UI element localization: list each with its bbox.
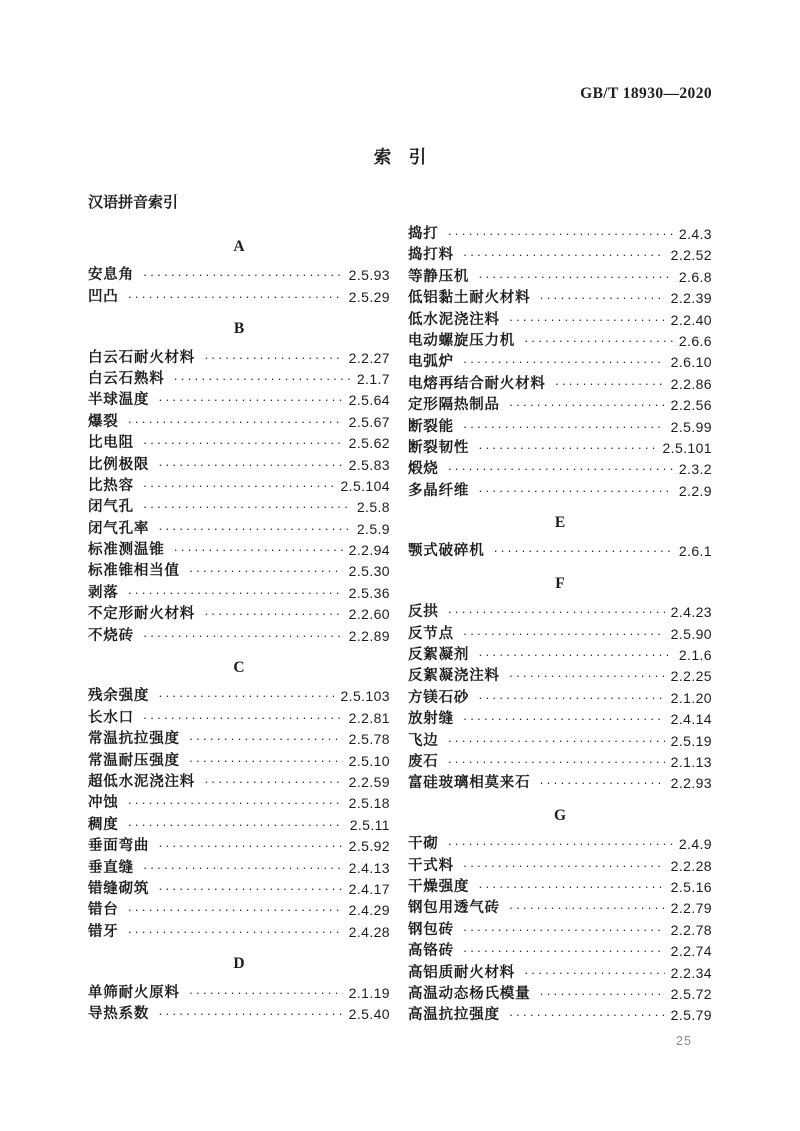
section-letter-heading: B <box>233 320 245 338</box>
index-ref-number: 2.2.27 <box>348 349 390 366</box>
index-term: 白云石熟料 <box>88 370 165 387</box>
index-ref-number: 2.2.52 <box>670 247 712 264</box>
index-entry-row <box>408 395 712 416</box>
index-entry-row <box>408 438 712 459</box>
dot-leader <box>463 920 665 941</box>
index-term: 冲蚀 <box>88 795 119 812</box>
index-ref-number: 2.5.30 <box>348 563 390 580</box>
dot-leader <box>539 288 664 309</box>
index-entry-row <box>408 941 712 962</box>
index-term: 比热容 <box>88 477 134 494</box>
index-term: 长水口 <box>88 709 134 726</box>
index-entry-row <box>408 1005 712 1026</box>
dot-leader <box>463 352 665 373</box>
dot-leader <box>478 267 673 288</box>
dot-leader <box>128 287 343 308</box>
index-letter-block <box>408 224 712 502</box>
index-ref-number: 2.4.28 <box>348 923 390 940</box>
index-entry-row <box>408 645 712 666</box>
index-entry-row <box>88 604 390 625</box>
index-term: 颚式破碎机 <box>408 543 485 560</box>
dot-leader <box>143 626 343 647</box>
dot-leader <box>448 224 673 245</box>
index-ref-number: 2.5.29 <box>348 288 390 305</box>
dot-leader <box>189 983 343 1004</box>
dot-leader <box>143 497 351 518</box>
index-letter-block <box>88 318 390 647</box>
section-letter-heading: E <box>554 514 566 532</box>
dot-leader <box>143 265 343 286</box>
index-term: 错台 <box>88 902 119 919</box>
dot-leader <box>143 433 343 454</box>
index-term: 反絮凝剂 <box>408 647 470 664</box>
index-ref-number: 2.5.18 <box>348 795 390 812</box>
index-ref-number: 2.3.2 <box>678 461 712 478</box>
index-entry-row <box>88 540 390 561</box>
index-entry-row <box>88 476 390 497</box>
index-letter-block <box>88 657 390 943</box>
index-entry-row <box>408 417 712 438</box>
index-term: 反絮凝浇注料 <box>408 668 500 685</box>
index-entry-row <box>408 602 712 623</box>
index-ref-number: 2.5.36 <box>348 584 390 601</box>
index-ref-number: 2.1.19 <box>348 984 390 1001</box>
index-term: 白云石耐火材料 <box>88 349 196 366</box>
index-entry-row <box>88 858 390 879</box>
index-term: 单筛耐火原料 <box>88 984 180 1001</box>
index-term: 干燥强度 <box>408 878 470 895</box>
index-ref-number: 2.5.10 <box>348 752 390 769</box>
index-ref-number: 2.1.20 <box>670 689 712 706</box>
index-entry-row <box>88 519 390 540</box>
dot-leader <box>158 1004 342 1025</box>
index-ref-number: 2.5.11 <box>349 816 390 833</box>
index-ref-number: 2.2.89 <box>348 627 390 644</box>
index-term: 高铝质耐火材料 <box>408 964 516 981</box>
index-term: 垂面弯曲 <box>88 838 150 855</box>
section-letter-heading: F <box>555 574 565 592</box>
index-entry-row <box>88 1004 390 1025</box>
index-ref-number: 2.4.9 <box>678 836 712 853</box>
index-ref-number: 2.2.93 <box>670 775 712 792</box>
dot-leader <box>555 374 665 395</box>
page-title: 索 引 <box>373 147 427 167</box>
index-ref-number: 2.5.104 <box>340 477 390 494</box>
index-entry-row <box>408 624 712 645</box>
index-term: 捣打 <box>408 226 439 242</box>
index-entry-row <box>408 752 712 773</box>
index-column-left <box>88 236 390 1025</box>
index-entry-row <box>408 856 712 877</box>
index-entry-row <box>88 922 390 943</box>
index-term: 标准测温锥 <box>88 542 165 559</box>
dot-leader <box>448 752 665 773</box>
index-ref-number: 2.5.8 <box>356 499 390 516</box>
index-term: 定形隔热制品 <box>408 397 500 414</box>
index-ref-number: 2.2.56 <box>670 397 712 414</box>
index-ref-number: 2.2.79 <box>670 900 712 917</box>
index-term: 多晶纤维 <box>408 482 470 499</box>
dot-leader <box>158 390 342 411</box>
dot-leader <box>509 898 665 919</box>
index-ref-number: 2.6.10 <box>670 354 712 371</box>
dot-leader <box>478 877 664 898</box>
index-ref-number: 2.2.94 <box>348 542 390 559</box>
index-term: 常温耐压强度 <box>88 752 180 769</box>
index-ref-number: 2.5.64 <box>348 392 390 409</box>
index-ref-number: 2.5.90 <box>670 625 712 642</box>
standard-code-header: GB/T 18930—2020 <box>580 85 712 102</box>
index-term: 标准锥相当值 <box>88 563 180 580</box>
index-ref-number: 2.1.6 <box>678 647 712 664</box>
index-term: 低水泥浇注料 <box>408 311 500 328</box>
index-term: 电动螺旋压力机 <box>408 332 516 349</box>
index-term: 富硅玻璃相莫来石 <box>408 775 531 792</box>
index-entry-row <box>408 245 712 266</box>
index-column-right <box>408 224 712 1027</box>
dot-leader <box>509 1005 665 1026</box>
dot-leader <box>478 438 656 459</box>
index-ref-number: 2.5.19 <box>670 732 712 749</box>
dot-leader <box>539 773 664 794</box>
index-entry-row <box>408 374 712 395</box>
dot-leader <box>463 709 665 730</box>
dot-leader <box>158 879 342 900</box>
index-entry-row <box>88 751 390 772</box>
index-term: 捣打料 <box>408 247 454 264</box>
index-ref-number: 2.5.103 <box>340 688 390 705</box>
dot-leader <box>128 793 343 814</box>
index-entry-row <box>88 879 390 900</box>
dot-leader <box>509 310 665 331</box>
dot-leader <box>494 541 673 562</box>
dot-leader <box>509 666 665 687</box>
index-ref-number: 2.5.93 <box>348 267 390 284</box>
index-ref-number: 2.5.78 <box>348 731 390 748</box>
page-number: 25 <box>676 1034 692 1048</box>
index-entry-row <box>88 729 390 750</box>
dot-leader <box>478 645 673 666</box>
index-entry-row <box>408 877 712 898</box>
index-term: 干式料 <box>408 857 454 874</box>
index-entry-row <box>88 348 390 369</box>
index-entry-row <box>408 331 712 352</box>
index-term: 反拱 <box>408 604 439 621</box>
index-entry-row <box>408 984 712 1005</box>
section-letter-heading: A <box>233 238 245 255</box>
index-letter-block <box>408 573 712 795</box>
pinyin-index-subtitle: 汉语拼音索引 <box>88 194 179 211</box>
index-term: 比电阻 <box>88 435 134 452</box>
index-term: 高温动态杨氏模量 <box>408 985 531 1002</box>
dot-leader <box>128 922 343 943</box>
index-entry-row <box>408 963 712 984</box>
index-entry-row <box>408 773 712 794</box>
index-ref-number: 2.2.74 <box>670 943 712 960</box>
dot-leader <box>463 856 665 877</box>
index-entry-row <box>408 666 712 687</box>
index-ref-number: 2.2.39 <box>670 290 712 307</box>
index-term: 爆裂 <box>88 413 119 430</box>
section-letter-heading: D <box>233 955 245 973</box>
index-term: 稠度 <box>88 816 119 833</box>
index-entry-row <box>88 793 390 814</box>
dot-leader <box>174 369 351 390</box>
index-entry-row <box>408 267 712 288</box>
index-ref-number: 2.2.60 <box>348 606 390 623</box>
index-entry-row <box>88 412 390 433</box>
index-ref-number: 2.2.86 <box>670 375 712 392</box>
index-letter-block <box>408 512 712 563</box>
index-term: 超低水泥浇注料 <box>88 773 196 790</box>
dot-leader <box>204 604 343 625</box>
index-letter-block <box>408 805 712 1027</box>
index-letter-block <box>88 236 390 308</box>
index-ref-number: 2.4.23 <box>670 604 712 621</box>
dot-leader <box>524 963 665 984</box>
index-term: 断裂能 <box>408 418 454 435</box>
index-term: 闭气孔率 <box>88 520 150 537</box>
index-ref-number: 2.2.25 <box>670 668 712 685</box>
index-entry-row <box>88 287 390 308</box>
dot-leader <box>143 708 343 729</box>
index-ref-number: 2.5.16 <box>670 878 712 895</box>
dot-leader <box>448 459 673 480</box>
index-entry-row <box>88 626 390 647</box>
index-term: 断裂韧性 <box>408 439 470 456</box>
index-entry-row <box>88 433 390 454</box>
index-term: 导热系数 <box>88 1005 150 1022</box>
index-entry-row <box>88 708 390 729</box>
index-entry-row <box>408 920 712 941</box>
index-term: 残余强度 <box>88 688 150 705</box>
index-ref-number: 2.2.59 <box>348 773 390 790</box>
index-entry-row <box>88 836 390 857</box>
dot-leader <box>448 834 673 855</box>
dot-leader <box>509 395 665 416</box>
dot-leader <box>478 481 673 502</box>
index-entry-row <box>88 686 390 707</box>
index-entry-row <box>88 390 390 411</box>
dot-leader <box>204 772 343 793</box>
index-ref-number: 2.4.14 <box>670 711 712 728</box>
section-letter-heading: G <box>553 806 567 824</box>
index-entry-row <box>408 459 712 480</box>
index-ref-number: 2.2.78 <box>670 921 712 938</box>
dot-leader <box>189 729 343 750</box>
index-ref-number: 2.2.40 <box>670 311 712 328</box>
index-entry-row <box>88 815 390 836</box>
dot-leader <box>143 476 335 497</box>
index-entry-row <box>408 834 712 855</box>
index-term: 半球温度 <box>88 392 150 409</box>
index-ref-number: 2.1.13 <box>670 753 712 770</box>
dot-leader <box>128 583 343 604</box>
index-term: 钢包砖 <box>408 921 454 938</box>
index-ref-number: 2.2.81 <box>348 709 390 726</box>
index-entry-row <box>88 369 390 390</box>
index-term: 电熔再结合耐火材料 <box>408 375 546 392</box>
index-ref-number: 2.5.92 <box>348 838 390 855</box>
index-term: 高铬砖 <box>408 943 454 960</box>
index-ref-number: 2.4.13 <box>348 859 390 876</box>
index-entry-row <box>408 481 712 502</box>
dot-leader <box>143 858 343 879</box>
index-term: 煅烧 <box>408 461 439 478</box>
index-term: 不烧砖 <box>88 627 134 644</box>
index-term: 凹凸 <box>88 288 119 305</box>
index-ref-number: 2.2.9 <box>678 482 712 499</box>
dot-leader <box>158 455 342 476</box>
index-term: 错牙 <box>88 923 119 940</box>
dot-leader <box>478 688 664 709</box>
dot-leader <box>189 751 343 772</box>
index-entry-row <box>408 731 712 752</box>
index-term: 放射缝 <box>408 711 454 728</box>
index-term: 废石 <box>408 753 439 770</box>
index-term: 方镁石砂 <box>408 689 470 706</box>
index-term: 安息角 <box>88 267 134 284</box>
dot-leader <box>158 519 351 540</box>
index-entry-row <box>408 310 712 331</box>
index-ref-number: 2.1.7 <box>356 370 390 387</box>
index-ref-number: 2.5.99 <box>670 418 712 435</box>
dot-leader <box>448 602 665 623</box>
index-ref-number: 2.5.83 <box>348 456 390 473</box>
index-entry-row <box>408 709 712 730</box>
index-letter-block <box>88 953 390 1025</box>
index-entry-row <box>408 898 712 919</box>
index-ref-number: 2.4.17 <box>348 880 390 897</box>
section-letter-heading: C <box>233 659 245 677</box>
index-ref-number: 2.6.1 <box>678 543 712 560</box>
dot-leader <box>463 624 665 645</box>
index-entry-row <box>408 352 712 373</box>
index-term: 反节点 <box>408 625 454 642</box>
index-ref-number: 2.5.79 <box>670 1007 712 1024</box>
index-ref-number: 2.2.34 <box>670 964 712 981</box>
index-term: 常温抗拉强度 <box>88 731 180 748</box>
dot-leader <box>158 686 334 707</box>
index-entry-row <box>408 541 712 562</box>
dot-leader <box>448 731 665 752</box>
index-ref-number: 2.2.28 <box>670 857 712 874</box>
dot-leader <box>524 331 673 352</box>
index-term: 不定形耐火材料 <box>88 606 196 623</box>
index-term: 低铝黏土耐火材料 <box>408 290 531 307</box>
dot-leader <box>539 984 664 1005</box>
index-term: 飞边 <box>408 732 439 749</box>
dot-leader <box>174 540 343 561</box>
index-term: 高温抗拉强度 <box>408 1007 500 1024</box>
index-term: 剥落 <box>88 584 119 601</box>
index-ref-number: 2.5.9 <box>356 520 390 537</box>
index-term: 比例极限 <box>88 456 150 473</box>
index-ref-number: 2.4.29 <box>348 902 390 919</box>
index-term: 等静压机 <box>408 268 470 285</box>
index-term: 垂直缝 <box>88 859 134 876</box>
index-entry-row <box>88 983 390 1004</box>
index-ref-number: 2.5.62 <box>348 435 390 452</box>
index-ref-number: 2.6.6 <box>678 332 712 349</box>
index-entry-row <box>88 583 390 604</box>
index-ref-number: 2.5.72 <box>670 985 712 1002</box>
index-entry-row <box>88 497 390 518</box>
dot-leader <box>128 900 343 921</box>
index-entry-row <box>408 688 712 709</box>
index-ref-number: 2.6.8 <box>678 268 712 285</box>
index-entry-row <box>88 772 390 793</box>
index-ref-number: 2.5.40 <box>348 1005 390 1022</box>
index-ref-number: 2.5.67 <box>348 413 390 430</box>
index-entry-row <box>408 288 712 309</box>
dot-leader <box>128 412 343 433</box>
index-term: 干砌 <box>408 836 439 853</box>
index-entry-row <box>88 265 390 286</box>
index-term: 钢包用透气砖 <box>408 900 500 917</box>
dot-leader <box>128 815 344 836</box>
dot-leader <box>204 348 343 369</box>
index-ref-number: 2.4.3 <box>678 226 712 242</box>
dot-leader <box>463 245 665 266</box>
dot-leader <box>463 417 665 438</box>
index-entry-row <box>88 561 390 582</box>
index-ref-number: 2.5.101 <box>662 439 712 456</box>
index-term: 错缝砌筑 <box>88 880 150 897</box>
dot-leader <box>189 561 343 582</box>
index-term: 电弧炉 <box>408 354 454 371</box>
index-entry-row <box>88 900 390 921</box>
index-term: 闭气孔 <box>88 499 134 516</box>
dot-leader <box>158 836 342 857</box>
index-entry-row <box>408 224 712 245</box>
index-entry-row <box>88 455 390 476</box>
dot-leader <box>463 941 665 962</box>
